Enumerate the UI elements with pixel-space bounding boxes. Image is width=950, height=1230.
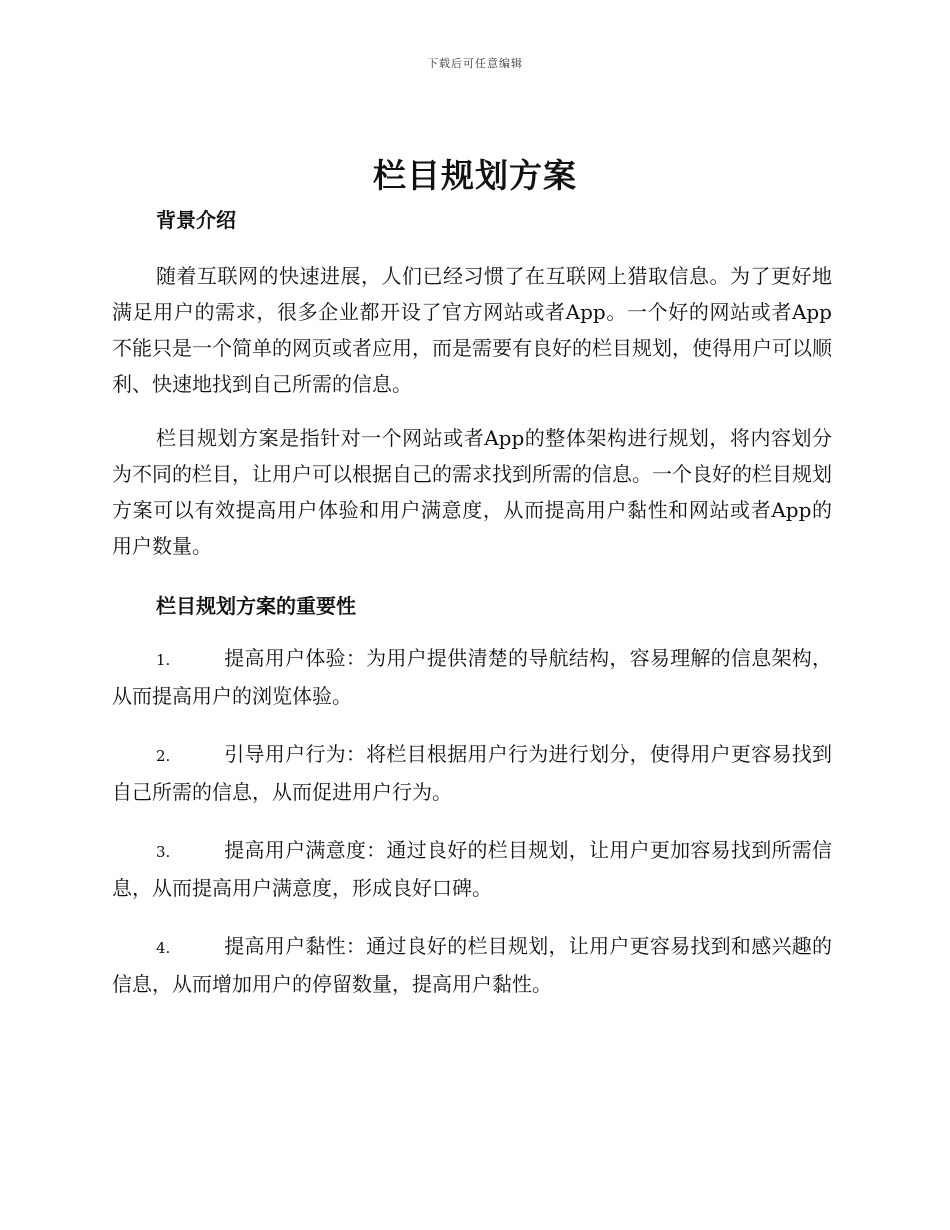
list-number: 1. xyxy=(156,651,171,669)
list-text: 引导用户行为：将栏目根据用户行为进行划分，使得用户更容易找到自己所需的信息，从而促进用户行为。 xyxy=(112,742,832,804)
list-text: 提高用户满意度：通过良好的栏目规划，让用户更加容易找到所需信息，从而提高用户满意度，形成良好口碑。 xyxy=(112,838,832,900)
list-number: 2. xyxy=(156,747,171,765)
paragraph: 随着互联网的快速进展，人们已经习惯了在互联网上猎取信息。为了更好地满足用户的需求，很多企业都开设了官方网站或者App。一个好的网站或者App不能只是一个简单的网页或者应用，而是需要有良好的栏目规划，使得用户可以顺利、快速地找到自己所需的信息。 xyxy=(112,264,832,396)
list-item xyxy=(112,640,832,714)
header-note: 下载后可任意编辑 xyxy=(427,57,523,70)
list-item xyxy=(112,736,832,810)
document-title: 栏目规划方案 xyxy=(373,156,577,195)
section-heading-importance: 栏目规划方案的重要性 xyxy=(156,594,356,618)
paragraph: 栏目规划方案是指针对一个网站或者App的整体架构进行规划，将内容划分为不同的栏目，让用户可以根据自己的需求找到所需的信息。一个良好的栏目规划方案可以有效提高用户体验和用户满意度，从而提高用户黏性和网站或者App的用户数量。 xyxy=(112,426,832,558)
list-number: 3. xyxy=(156,843,171,861)
section-heading-background: 背景介绍 xyxy=(156,208,236,232)
list-text: 提高用户黏性：通过良好的栏目规划，让用户更容易找到和感兴趣的信息，从而增加用户的停留数量，提高用户黏性。 xyxy=(112,934,832,996)
list-number: 4. xyxy=(156,939,171,957)
list-text: 提高用户体验：为用户提供清楚的导航结构，容易理解的信息架构，从而提高用户的浏览体验。 xyxy=(112,646,832,708)
document-body xyxy=(112,204,832,1002)
list-item xyxy=(112,832,832,906)
list-item xyxy=(112,928,832,1002)
